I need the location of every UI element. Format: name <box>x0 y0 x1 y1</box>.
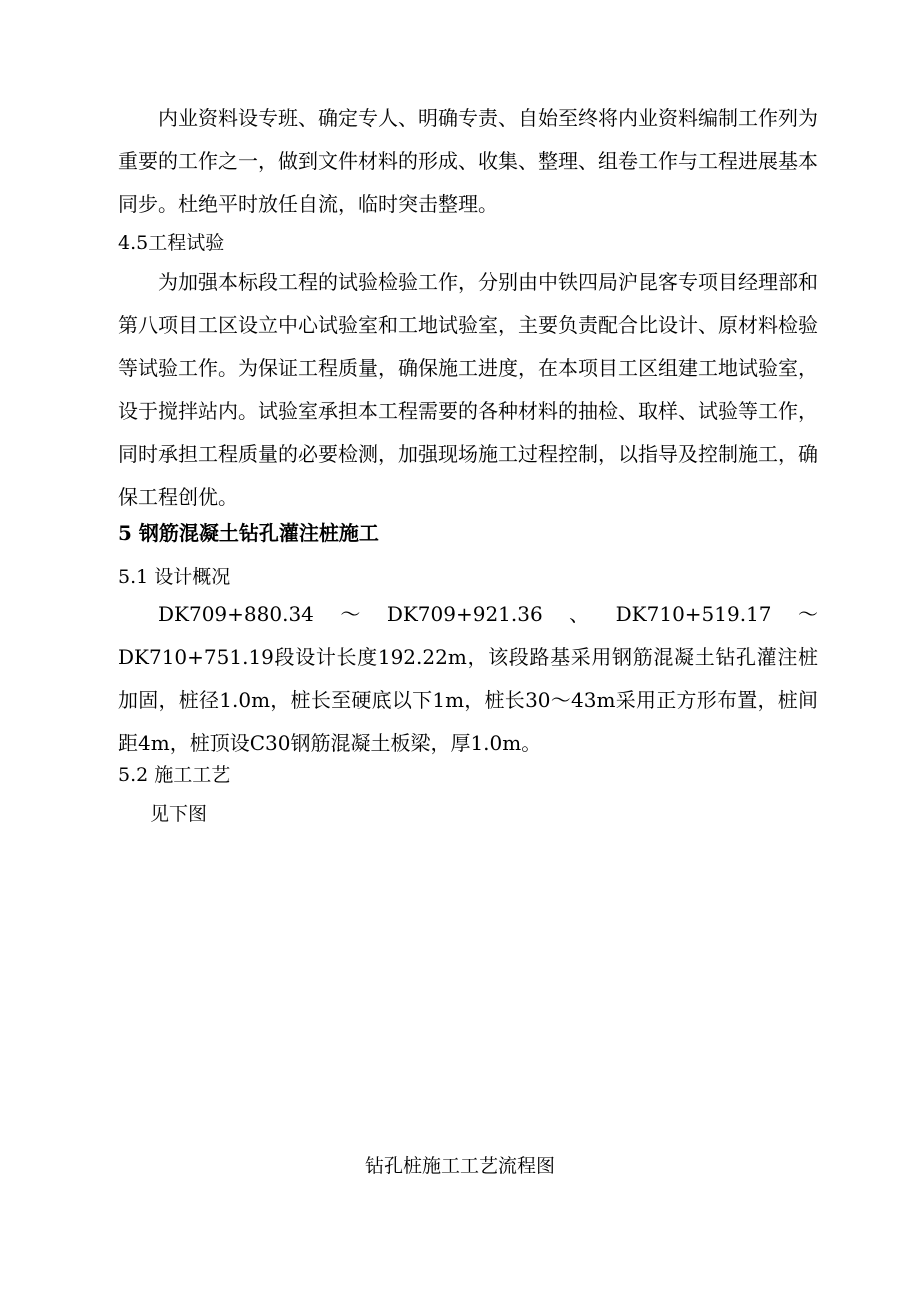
see-below-note: 见下图 <box>150 803 208 825</box>
section-heading-4-5: 4.5工程试验 <box>118 232 225 254</box>
paragraph-engineering-tests: 为加强本标段工程的试验检验工作，分别由中铁四局沪昆客专项目经理部和第八项目工区设立中心试验室和工地试验室，主要负责配合比设计、原材料检验等试验工作。为保证工程质量，确保施工进度，在本项目工区组建工地试验室，设于搅拌站内。试验室承担本工程需要的各种材料的抽检、取样、试验等工作，同时承担工程质量的必要检测，加强现场施工过程控制，以指导及控制施工，确保工程创优。 <box>118 270 818 509</box>
paragraph-internal-documents: 内业资料设专班、确定专人、明确专责、自始至终将内业资料编制工作列为重要的工作之一，做到文件材料的形成、收集、整理、组卷工作与工程进展基本同步。杜绝平时放任自流，临时突击整理。 <box>118 106 818 216</box>
flowchart-figure-area <box>118 840 818 1140</box>
section-heading-5-1: 5.1 设计概况 <box>118 566 231 588</box>
section-heading-5: 5 钢筋混凝土钻孔灌注桩施工 <box>118 521 379 545</box>
figure-caption: 钻孔桩施工工艺流程图 <box>364 1155 555 1177</box>
section-heading-5-2: 5.2 施工工艺 <box>118 764 231 786</box>
paragraph-design-overview: DK709+880.34～DK709+921.36、DK710+519.17～DK710+751.19段设计长度192.22m，该段路基采用钢筋混凝土钻孔灌注桩加固，桩径1.0m，桩长至硬底以下1m，桩长30～43m采用正方形布置，桩间距4m，桩顶设C30钢筋混凝土板梁，厚1.0m。 <box>118 602 818 755</box>
